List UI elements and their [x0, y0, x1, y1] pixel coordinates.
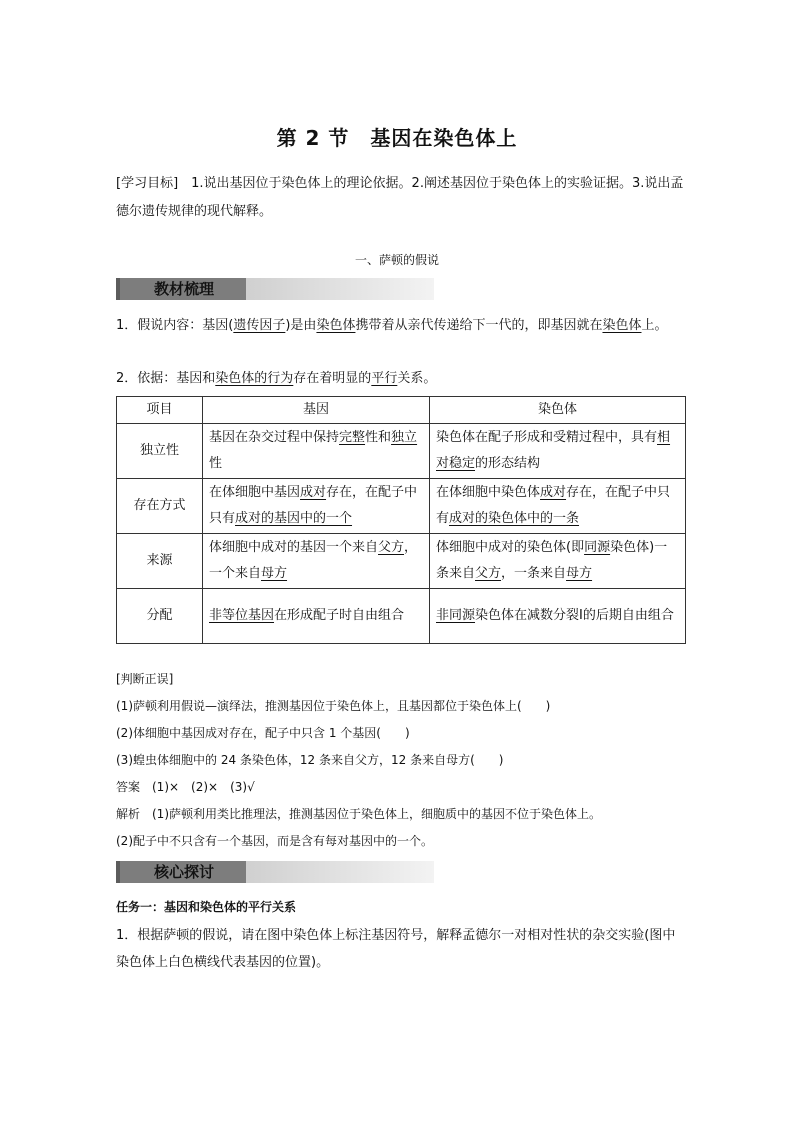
fill-in-answer: 相对稳定: [436, 430, 671, 471]
text-run: 关系。: [397, 371, 437, 386]
fill-in-answer: 父方: [475, 566, 502, 581]
fill-in-answer: 平行: [371, 371, 398, 386]
text-run: 存在，在配子中只有: [436, 485, 671, 526]
judge-question-3: (3)蝗虫体细胞中的 24 条染色体，12 条来自父方，12 条来自母方( ): [116, 753, 504, 767]
fill-in-answer: 染色体: [602, 318, 642, 333]
learning-goals: [学习目标] 1.说出基因位于染色体上的理论依据。2.阐述基因位于染色体上的实验证据。3.说出孟德尔遗传规律的现代解释。: [116, 176, 684, 219]
fill-in-answer: 母方: [261, 566, 288, 581]
text-run: 体细胞中成对的基因一个来自: [209, 540, 379, 555]
text-run: 存在，在配子中只有: [209, 485, 418, 526]
fill-in-answer: 成对: [300, 485, 327, 500]
banner-gradient: [242, 861, 434, 883]
chromosome-cell: [430, 534, 686, 589]
table-row: [117, 589, 686, 644]
section-heading: 一、萨顿的假说: [354, 253, 439, 267]
banner-edge: [116, 278, 120, 300]
table-row: [117, 534, 686, 589]
table-header-cell: 染色体: [430, 397, 686, 424]
fill-in-answer: 成对的基因中的一个: [235, 511, 353, 526]
row-label: 独立性: [117, 424, 203, 479]
text-run: ，一个来自: [209, 540, 418, 581]
row-label: 存在方式: [117, 479, 203, 534]
fill-in-answer: 父方: [378, 540, 405, 555]
page-title: 第 2 节 基因在染色体上: [276, 126, 518, 150]
gene-cell: [203, 424, 430, 479]
fill-in-answer: 成对: [540, 485, 567, 500]
table-row: [117, 424, 686, 479]
chromosome-cell: [430, 589, 686, 644]
task-question: 1．根据萨顿的假说，请在图中染色体上标注基因符号，解释孟德尔一对相对性状的杂交实验(图中染色体上白色横线代表基因的位置)。: [116, 928, 676, 970]
fill-in-answer: 同源: [584, 540, 611, 555]
fill-in-answer: 完整: [339, 430, 366, 445]
chromosome-cell: [430, 424, 686, 479]
banner-label: 核心探讨: [154, 863, 215, 881]
banner-gradient: [242, 278, 434, 300]
task-heading: 任务一：基因和染色体的平行关系: [116, 900, 297, 914]
judge-question-2: (2)体细胞中基因成对存在，配子中只含 1 个基因( ): [116, 726, 410, 740]
fill-in-answer: 染色体: [316, 318, 356, 333]
text-run: 在体细胞中染色体: [436, 485, 541, 500]
text-run: 在形成配子时自由组合: [274, 608, 405, 623]
core-discussion-banner: [116, 861, 434, 883]
comparison-table: [116, 396, 686, 644]
text-run: 基因在杂交过程中保持: [209, 430, 340, 445]
text-run: 体细胞中成对的染色体(即: [436, 540, 585, 555]
chromosome-cell: [430, 479, 686, 534]
text-run: 2．依据：基因和: [116, 371, 216, 386]
text-run: 的形态结构: [475, 456, 541, 471]
answer-line: 答案 (1)× (2)× (3)√: [116, 780, 255, 794]
fill-in-answer: 遗传因子: [233, 318, 286, 333]
text-run: ，一条来自: [501, 566, 567, 581]
text-run: )是由: [285, 318, 317, 333]
analysis-line-1: 解析 (1)萨顿利用类比推理法，推测基因位于染色体上，细胞质中的基因不位于染色体上。: [116, 807, 602, 821]
text-run: 性: [209, 456, 223, 471]
banner-edge: [116, 861, 120, 883]
fill-in-answer: 母方: [566, 566, 593, 581]
table-header-cell: 项目: [117, 397, 203, 424]
table-row: [117, 479, 686, 534]
fill-in-answer: 成对的染色体中的一条: [449, 511, 580, 526]
hypothesis-paragraph: [116, 313, 686, 339]
textbook-review-banner: [116, 278, 434, 300]
text-run: 染色体在减数分裂Ⅰ的后期自由组合: [475, 608, 674, 623]
text-run: 染色体)一条来自: [436, 540, 668, 581]
row-label: 分配: [117, 589, 203, 644]
fill-in-answer: 独立: [391, 430, 418, 445]
text-run: 性和: [365, 430, 392, 445]
banner-label: 教材梳理: [154, 280, 215, 298]
row-label: 来源: [117, 534, 203, 589]
text-run: 1．假说内容：基因(: [116, 318, 234, 333]
judge-heading: [判断正误]: [116, 672, 174, 686]
gene-cell: [203, 534, 430, 589]
text-run: 携带着从亲代传递给下一代的，即基因就在: [355, 318, 603, 333]
fill-in-answer: 非等位基因: [209, 608, 275, 623]
text-run: 染色体在配子形成和受精过程中，具有: [436, 430, 658, 445]
text-run: 上。: [641, 318, 668, 333]
table-header-cell: 基因: [203, 397, 430, 424]
fill-in-answer: 染色体的行为: [215, 371, 294, 386]
gene-cell: [203, 479, 430, 534]
table-header-row: [117, 397, 686, 424]
basis-paragraph: [116, 366, 686, 392]
text-run: 在体细胞中基因: [209, 485, 301, 500]
gene-cell: [203, 589, 430, 644]
judge-question-1: (1)萨顿利用假说—演绎法，推测基因位于染色体上，且基因都位于染色体上( ): [116, 699, 551, 713]
fill-in-answer: 非同源: [436, 608, 476, 623]
analysis-line-2: (2)配子中不只含有一个基因，而是含有每对基因中的一个。: [116, 834, 434, 848]
text-run: 存在着明显的: [293, 371, 372, 386]
